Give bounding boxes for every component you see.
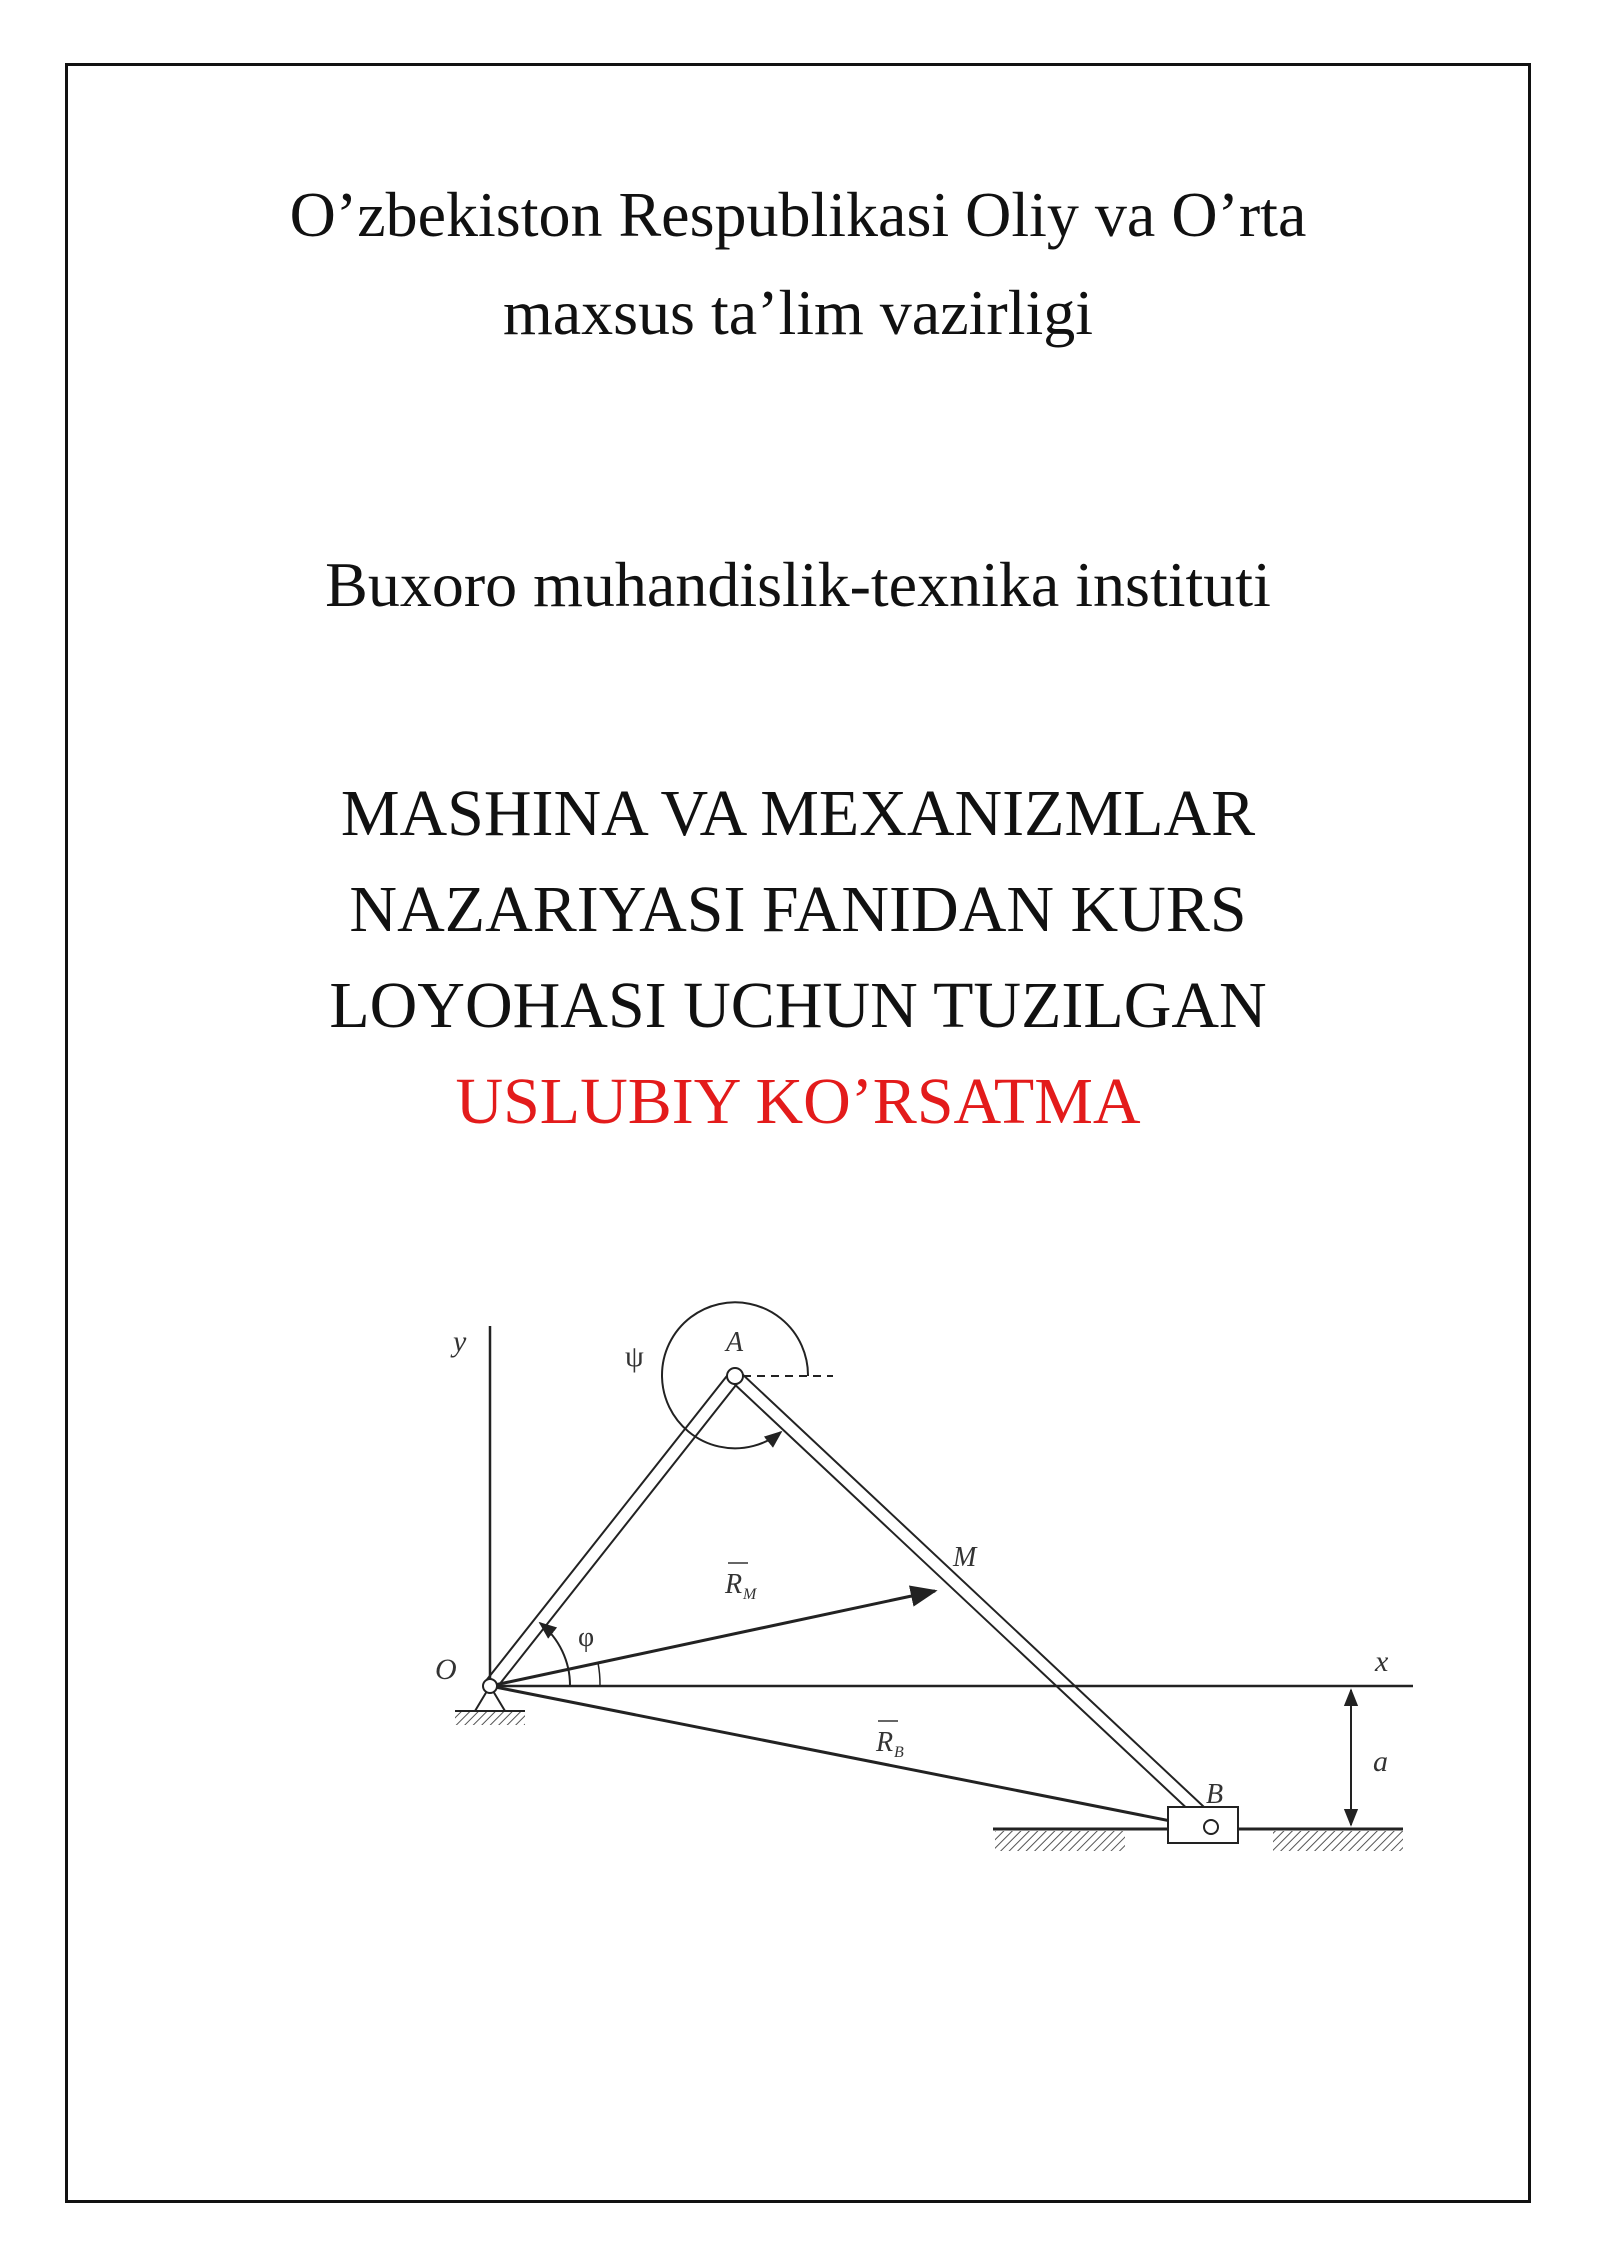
mechanism-diagram (413, 1301, 1433, 1891)
ministry-line-2: maxsus ta’lim vazirligi (502, 277, 1094, 348)
title-line-2: NAZARIYASI FANIDAN KURS (349, 873, 1247, 946)
link-AB (730, 1372, 1220, 1830)
mechanism-svg (413, 1301, 1433, 1891)
vector-RM (490, 1591, 935, 1686)
title-line-1: MASHINA VA MEXANIZMLAR (340, 777, 1256, 850)
label-M: M (953, 1542, 977, 1573)
label-RB (875, 1721, 904, 1761)
svg-text:B: B (894, 1744, 904, 1761)
ground-right (1273, 1831, 1403, 1851)
svg-text:M: M (743, 1586, 757, 1603)
ministry-line-1: O’zbekiston Respublikasi Oliy va O’rta (289, 179, 1307, 250)
label-RM (724, 1563, 758, 1603)
label-phi: φ (578, 1622, 595, 1653)
institute-name: Buxoro muhandislik-texnika instituti (325, 549, 1271, 620)
label-A: A (726, 1327, 744, 1358)
label-O: O (435, 1653, 457, 1686)
title-highlight: USLUBIY KO’RSATMA (455, 1065, 1141, 1138)
svg-text:R: R (876, 1727, 894, 1758)
label-B: B (1206, 1779, 1224, 1810)
document-title (68, 766, 1528, 1150)
label-psi: ψ (625, 1340, 644, 1373)
title-line-3: LOYOHASI UCHUN TUZILGAN (329, 969, 1267, 1042)
ground-O (455, 1711, 525, 1725)
page-frame (65, 63, 1531, 2203)
label-x: x (1375, 1645, 1389, 1678)
ministry-heading (68, 166, 1528, 362)
joint-A (727, 1368, 743, 1384)
ground-left (995, 1831, 1125, 1851)
label-a: a (1373, 1745, 1388, 1778)
phi-arc (540, 1623, 570, 1686)
slider-B (1168, 1807, 1238, 1843)
svg-text:R: R (725, 1569, 743, 1600)
vector-RB (490, 1686, 1201, 1827)
joint-O (483, 1679, 497, 1693)
joint-B (1204, 1820, 1218, 1834)
label-y: y (453, 1325, 467, 1358)
small-angle-arc (598, 1663, 600, 1685)
